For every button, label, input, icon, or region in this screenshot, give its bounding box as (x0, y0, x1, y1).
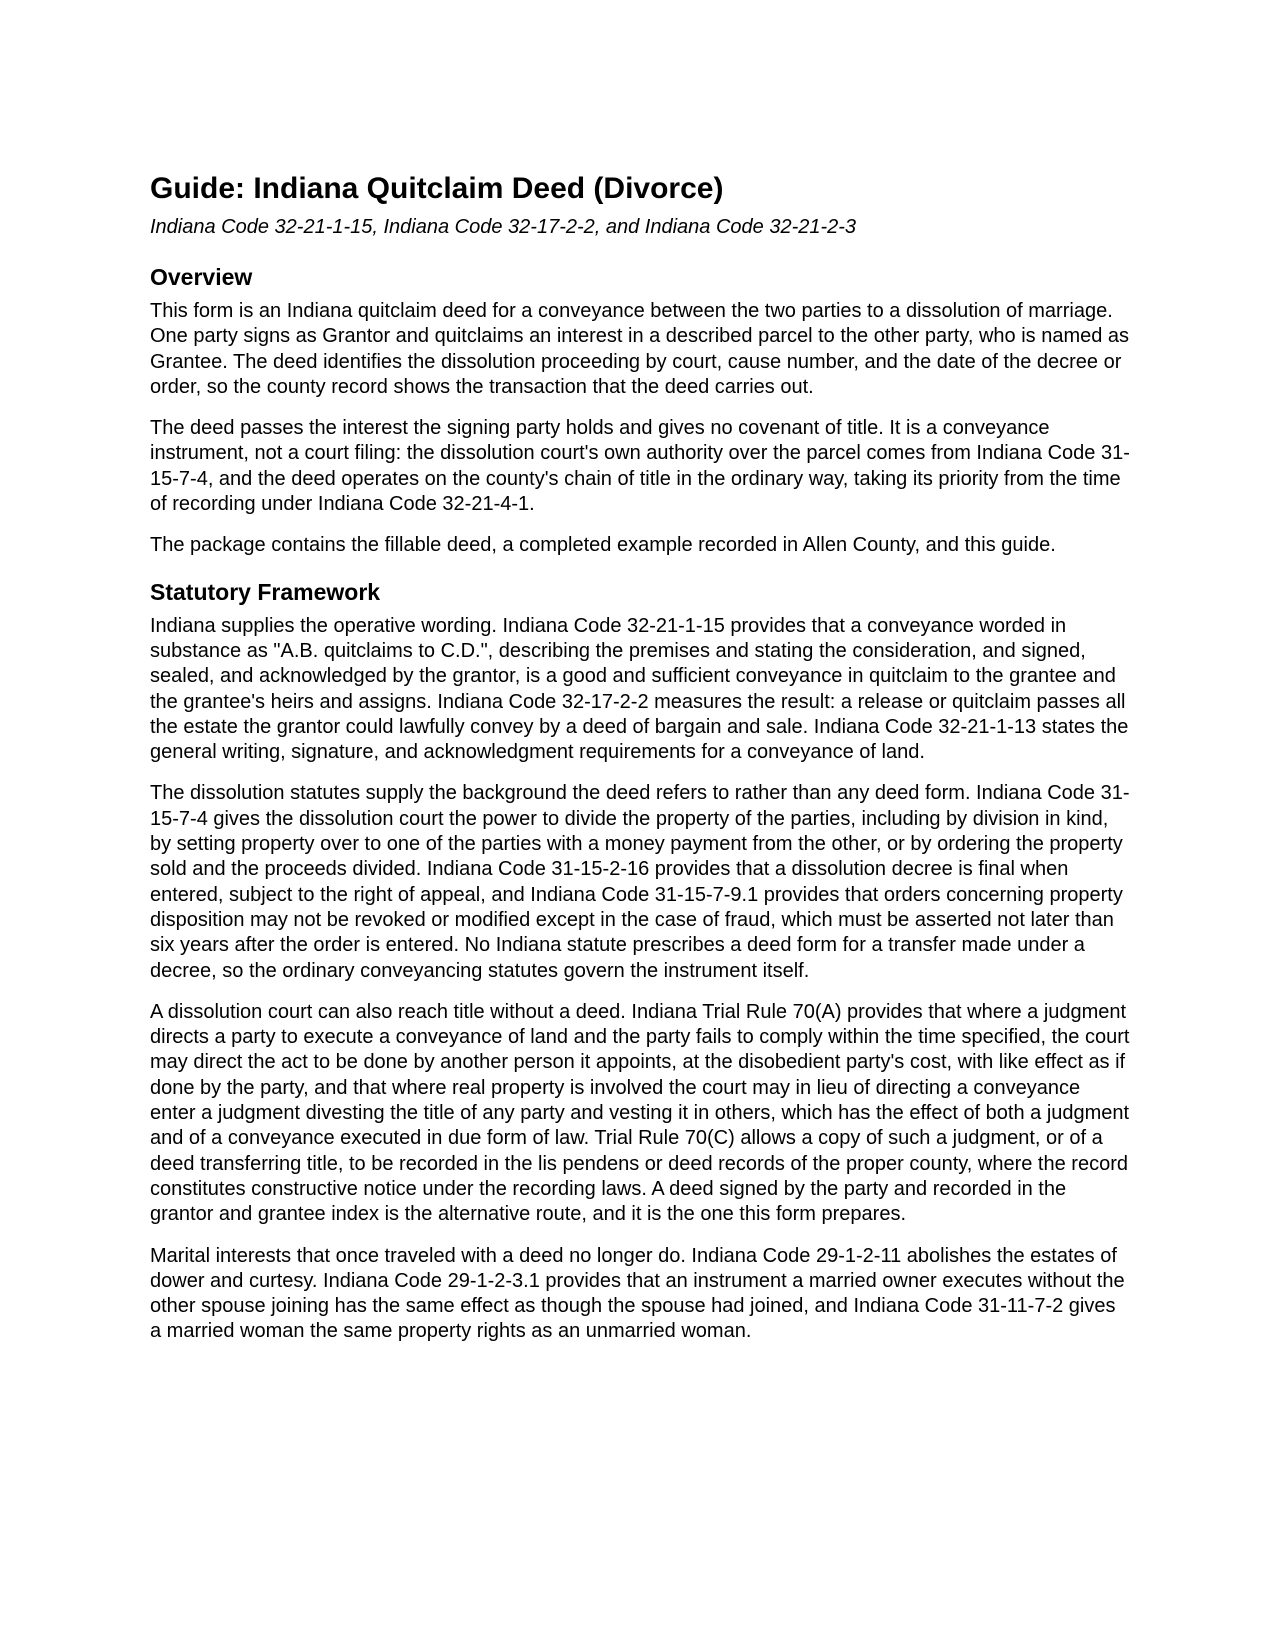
statutory-framework-heading: Statutory Framework (150, 578, 381, 605)
overview-section (150, 262, 1130, 559)
overview-paragraph: The deed passes the interest the signing party holds and gives no covenant of title. It is a conveyance instrument, not a court filing: the dissolution court's own authority over the parcel comes from Indiana Code 31-15-7-4, and the deed operates on the county's chain of title in the ordinary way, taking its priority from the time of recording under Indiana Code 32-21-4-1. (150, 417, 1130, 516)
statutory-paragraph: A dissolution court can also reach title without a deed. Indiana Trial Rule 70(A) provides that where a judgment directs a party to execute a conveyance of land and the party fails to comply within the time specified, the court may direct the act to be done by another person it appoints, at the disobedient party's cost, with like effect as if done by the party, and that where real property is involved the court may in lieu of directing a conveyance enter a judgment divesting the title of any party and vesting it in others, which has the effect of both a judgment and of a conveyance executed in due form of law. Trial Rule 70(C) allows a copy of such a judgment, or of a deed transferring title, to be recorded in the lis pendens or deed records of the proper county, where the record constitutes constructive notice under the recording laws. A deed signed by the party and recorded in the grantor and grantee index is the alternative route, and it is the one this form prepares. (150, 1000, 1130, 1226)
statutory-paragraph: Marital interests that once traveled with a deed no longer do. Indiana Code 29-1-2-11 abolishes the estates of dower and curtesy. Indiana Code 29-1-2-3.1 provides that an instrument a married owner executes without the other spouse joining has the same effect as though the spouse had joined, and Indiana Code 31-11-7-2 gives a married woman the same property rights as an unmarried woman. (150, 1244, 1125, 1343)
overview-paragraph: This form is an Indiana quitclaim deed for a conveyance between the two parties to a dissolution of marriage. One party signs as Grantor and quitclaims an interest in a described parcel to the other party, who is named as Grantee. The deed identifies the dissolution proceeding by court, cause number, and the date of the decree or order, so the county record shows the transaction that the deed carries out. (150, 300, 1130, 398)
document-page (150, 170, 1130, 1361)
statutory-paragraph: The dissolution statutes supply the background the deed refers to rather than any deed form. Indiana Code 31-15-7-4 gives the dissolution court the power to divide the property of the parties, including by division in kind, by setting property over to one of the parties with a money payment from the other, or by ordering the property sold and the proceeds divided. Indiana Code 31-15-2-16 provides that a dissolution decree is final when entered, subject to the right of appeal, and Indiana Code 31-15-7-9.1 provides that orders concerning property disposition may not be revoked or modified except in the case of fraud, which must be asserted not later than six years after the order is entered. No Indiana statute prescribes a deed form for a transfer made under a decree, so the ordinary conveyancing statutes govern the instrument itself. (150, 782, 1130, 982)
document-subtitle: Indiana Code 32-21-1-15, Indiana Code 32-17-2-2, and Indiana Code 32-21-2-3 (150, 216, 857, 238)
statutory-paragraph: Indiana supplies the operative wording. Indiana Code 32-21-1-15 provides that a conveyance worded in substance as "A.B. quitclaims to C.D.", describing the premises and stating the consideration, and signed, sealed, and acknowledged by the grantor, is a good and sufficient conveyance in quitclaim to the grantee and the grantee's heirs and assigns. Indiana Code 32-17-2-2 measures the result: a release or quitclaim passes all the estate the grantor could lawfully convey by a deed of bargain and sale. Indiana Code 32-21-1-13 states the general writing, signature, and acknowledgment requirements for a conveyance of land. (150, 614, 1129, 764)
overview-heading: Overview (150, 264, 253, 290)
overview-paragraph: The package contains the fillable deed, a completed example recorded in Allen County, and this guide. (150, 534, 1056, 557)
statutory-framework-section (150, 577, 1130, 1345)
document-title: Guide: Indiana Quitclaim Deed (Divorce) (150, 172, 724, 205)
